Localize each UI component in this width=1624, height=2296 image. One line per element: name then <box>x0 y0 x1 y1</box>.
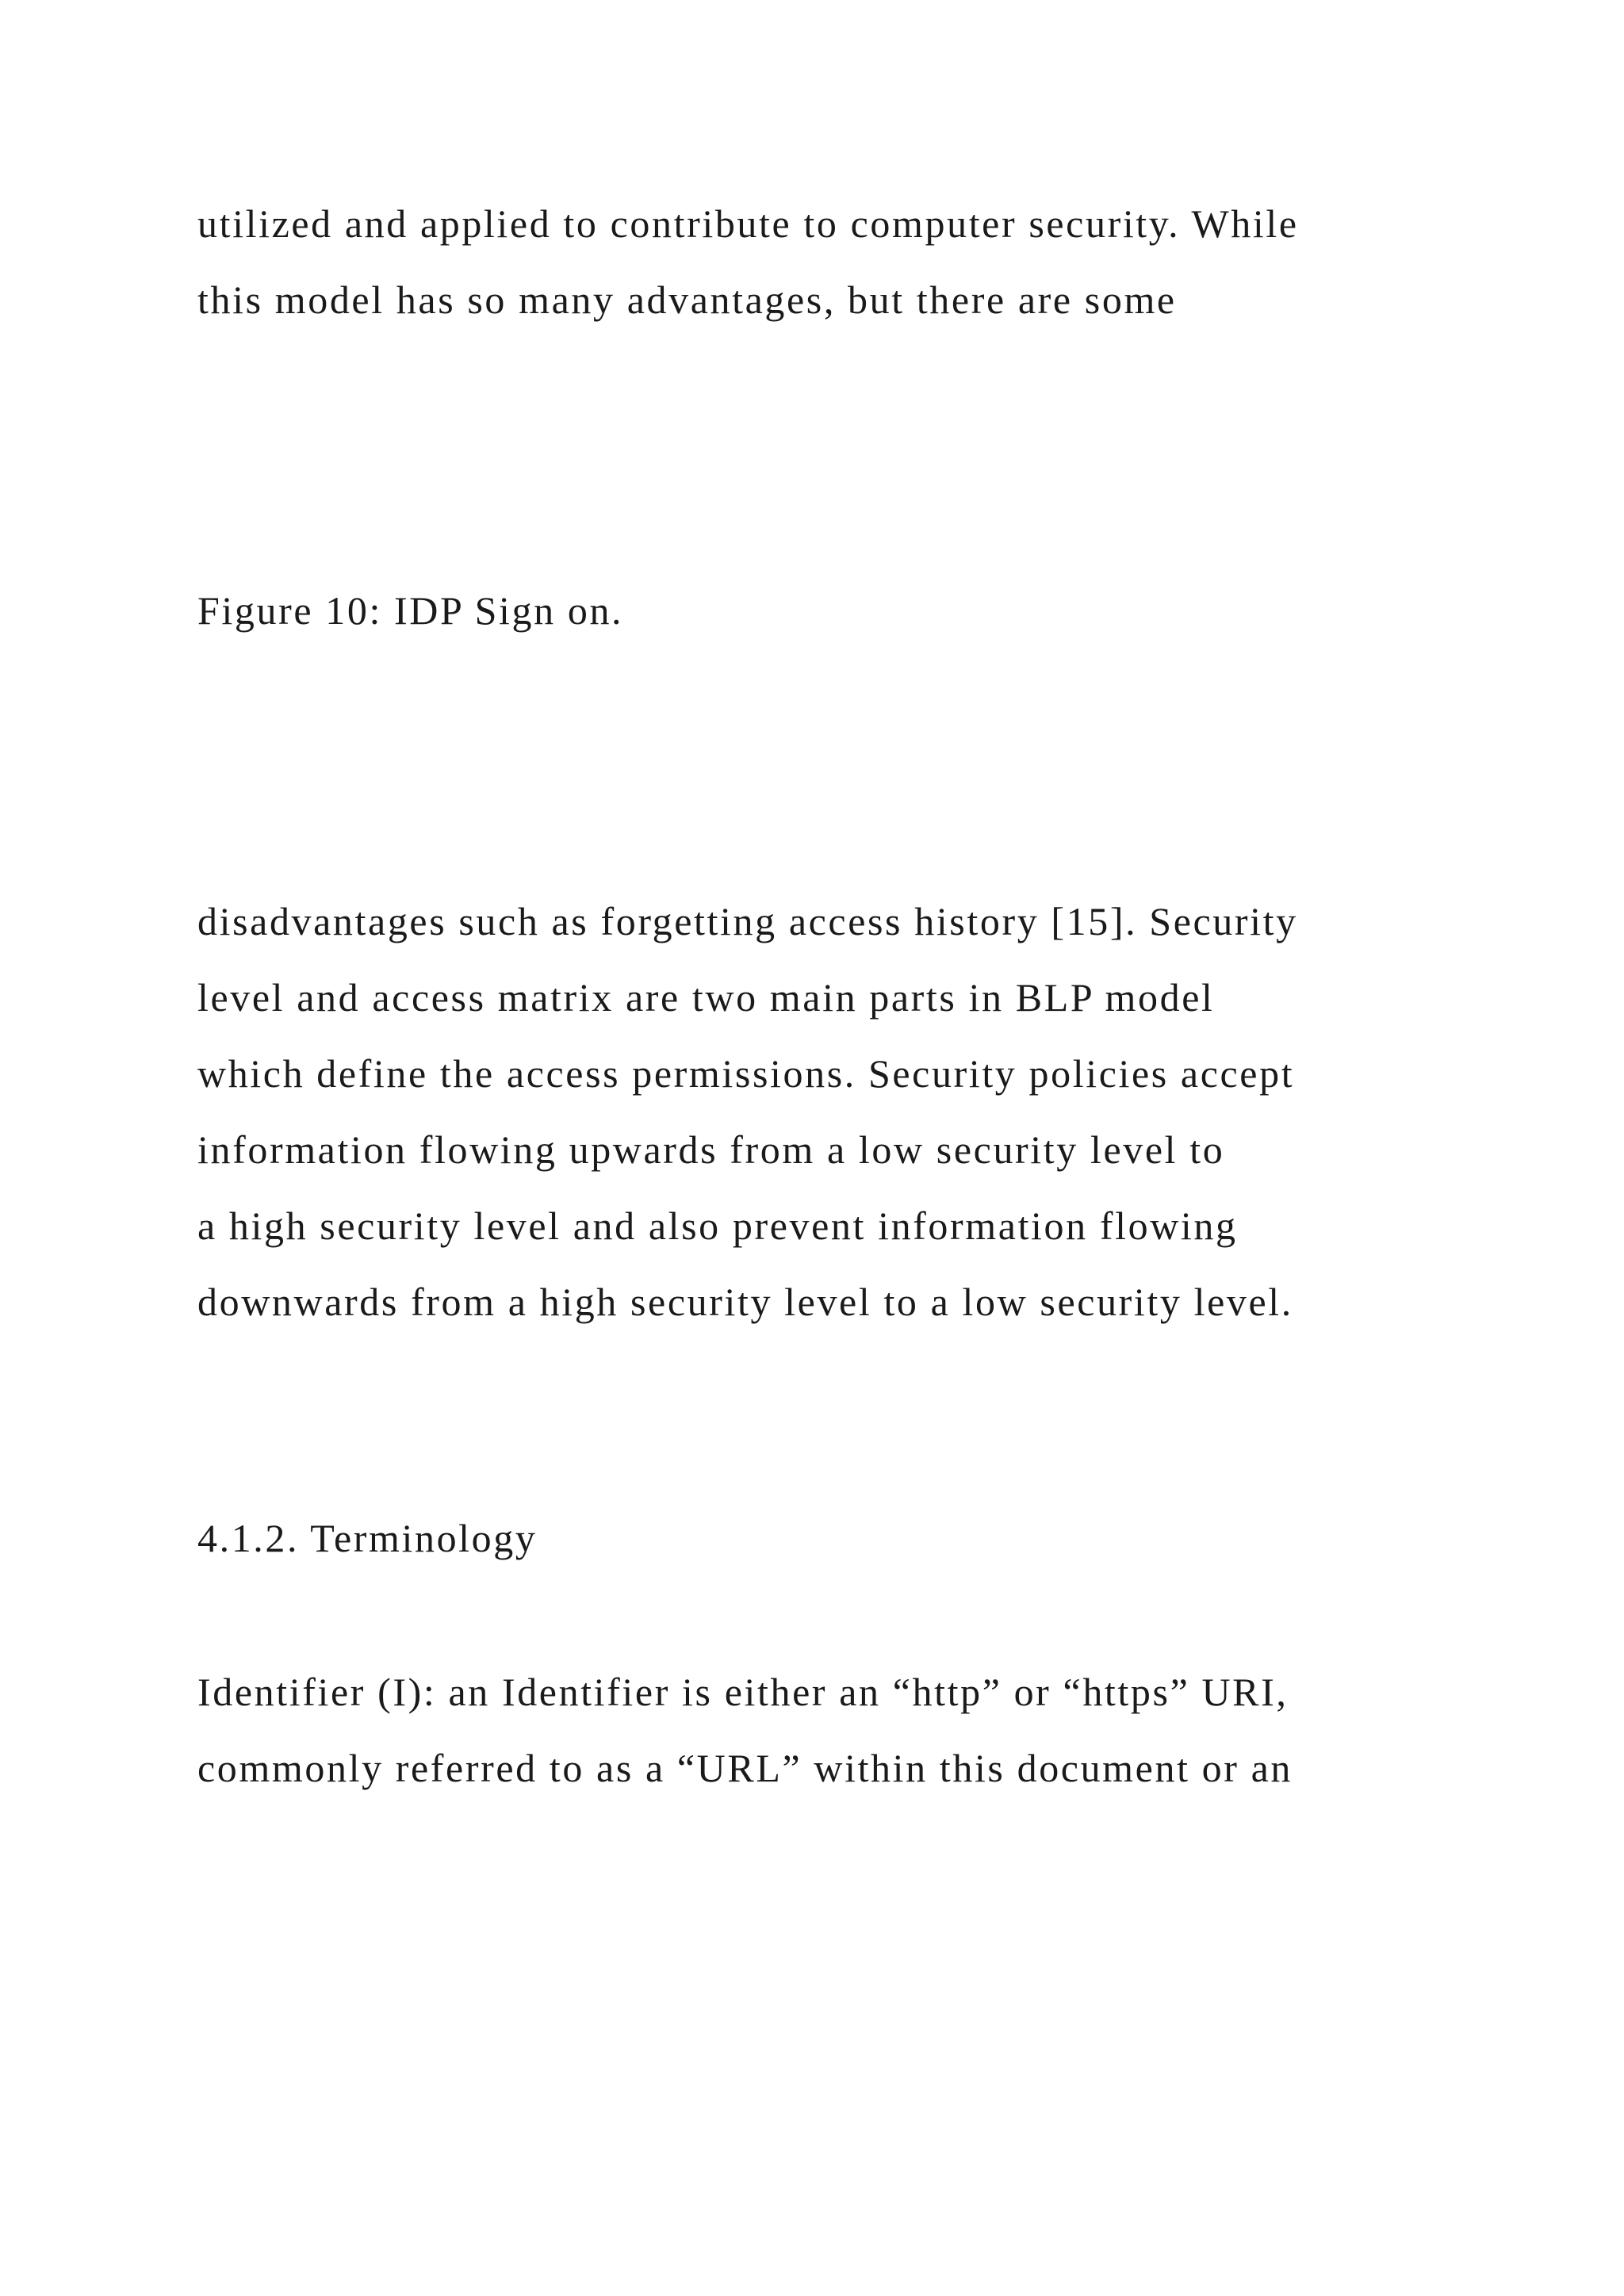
paragraph-line: information flowing upwards from a low security level to <box>197 1127 1225 1172</box>
paragraph-line: level and access matrix are two main parts in BLP model <box>197 975 1215 1020</box>
paragraph-line: Identifier (I): an Identifier is either an “http” or “https” URI, <box>197 1670 1289 1714</box>
paragraph-line: commonly referred to as a “URL” within this document or an <box>197 1746 1293 1790</box>
paragraph-line: utilized and applied to contribute to computer security. While <box>197 201 1299 246</box>
paragraph-line: this model has so many advantages, but there are some <box>197 277 1177 322</box>
paragraph-line: downwards from a high security level to a low security level. <box>197 1280 1293 1324</box>
paragraph-line: which define the access permissions. Security policies accept <box>197 1051 1295 1096</box>
paragraph-line: disadvantages such as forgetting access history [15]. Security <box>197 899 1298 943</box>
paragraph-line: a high security level and also prevent information flowing <box>197 1203 1238 1248</box>
figure-caption: Figure 10: IDP Sign on. <box>197 588 624 633</box>
section-heading: 4.1.2. Terminology <box>197 1516 538 1560</box>
